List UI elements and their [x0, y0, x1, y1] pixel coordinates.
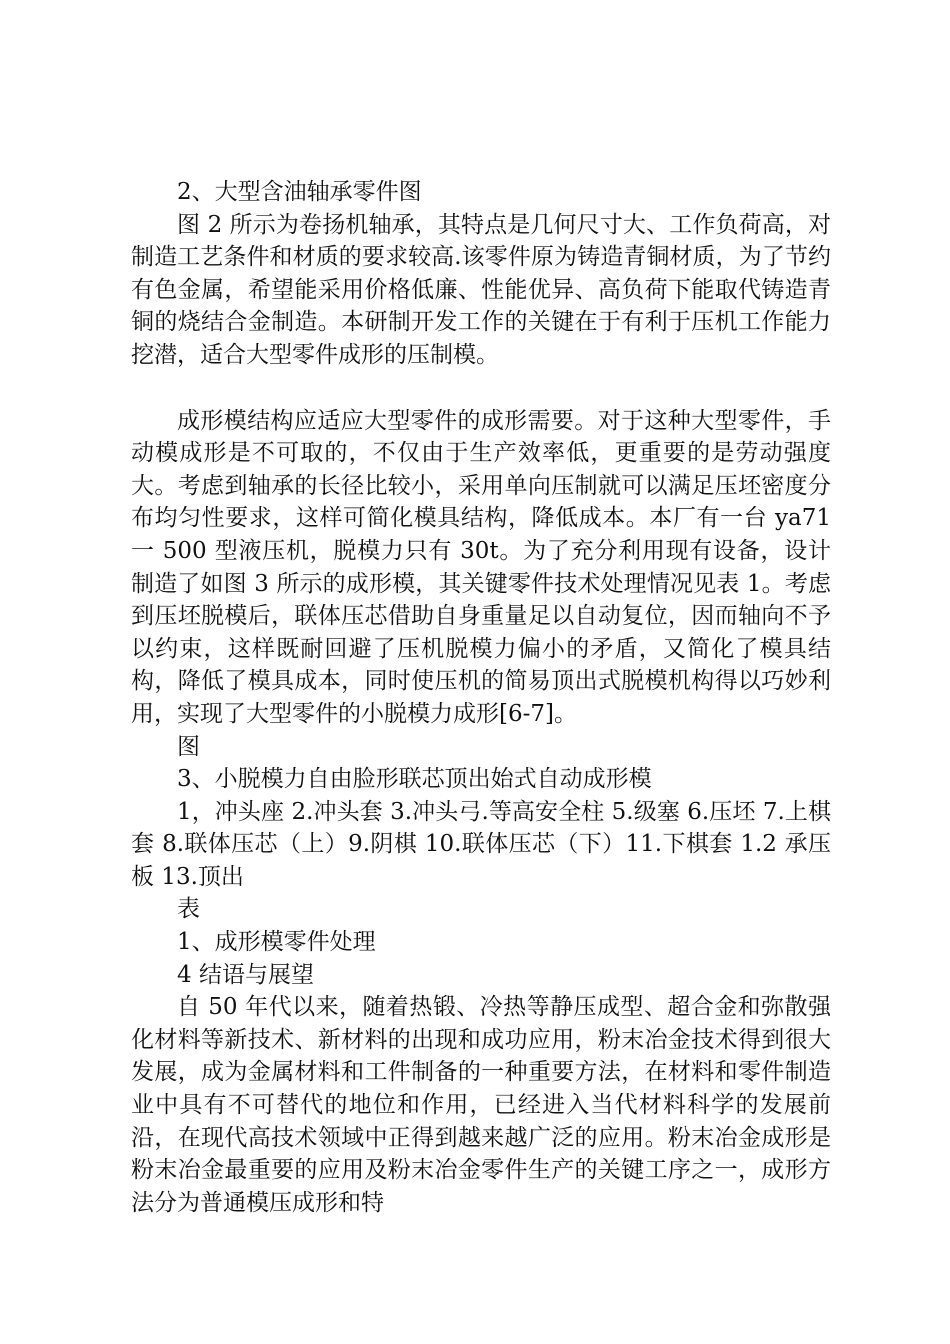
figure-label: 图: [177, 733, 200, 760]
paragraph-conclusion: 自 50 年代以来，随着热锻、冷热等静压成型、超合金和弥散强化材料等新技术、新材料的出现和成功应用，粉末冶金技术得到很大发展，成为金属材料和工件制备的一种重要方法，在材料和零件制造业中具有不可替代的地位和作用，已经进入当代材料科学的发展前沿，在现代高技术领域中正得到越来越广泛的应用。粉末冶金成形是粉末冶金最重要的应用及粉末冶金零件生产的关键工序之一，成形方法分为普通模压成形和特: [131, 994, 831, 1216]
figure-parts-list: 1，冲头座 2.冲头套 3.冲头弓.等高安全柱 5.级塞 6.压坯 7.上棋套 8.联体压芯（上）9.阴棋 10.联体压芯（下）11.下棋套 1.2 承压板 13.顶出: [131, 798, 831, 890]
section-heading-4: 4 结语与展望: [177, 961, 314, 988]
paragraph-die-structure: 成形模结构应适应大型零件的成形需要。对于这种大型零件，手动模成形是不可取的，不仅由于生产效率低，更重要的是劳动强度大。考虑到轴承的长径比较小，采用单向压制就可以满足压坯密度分布均匀性要求，这样可简化模具结构，降低成本。本厂有一台 ya71 一 500 型液压机，脱模力只有 30t。为了充分利用现有设备，设计制造了如图 3 所示的成形模，其关键零件技术处理情况见表 1。考虑到压坯脱模后，联体压芯借助自身重量足以自动复位，因而轴向不予以约束，这样既耐回避了压机脱模力偏小的矛盾，又简化了模具结构，降低了模具成本，同时使压机的简易顶出式脱模机构得以巧妙利用，实现了大型零件的小脱模力成形[6-7]。: [131, 407, 831, 727]
table-caption: 1、成形模零件处理: [177, 929, 376, 956]
document-body: [131, 176, 831, 1219]
paragraph-gap: [131, 372, 831, 405]
paragraph-bearing-intro: 图 2 所示为卷扬机轴承，其特点是几何尺寸大、工作负荷高，对制造工艺条件和材质的要求较高.该零件原为铸造青铜材质，为了节约有色金属，希望能采用价格低廉、性能优异、高负荷下能取代铸造青铜的烧结合金制造。本研制开发工作的关键在于有利于压机工作能力挖潜，适合大型零件成形的压制模。: [131, 211, 831, 368]
table-label: 表: [177, 896, 200, 923]
figure-caption: 3、小脱模力自由脸形联芯顶出始式自动成形模: [177, 766, 652, 793]
section-heading-2: 2、大型含油轴承零件图: [177, 179, 422, 205]
